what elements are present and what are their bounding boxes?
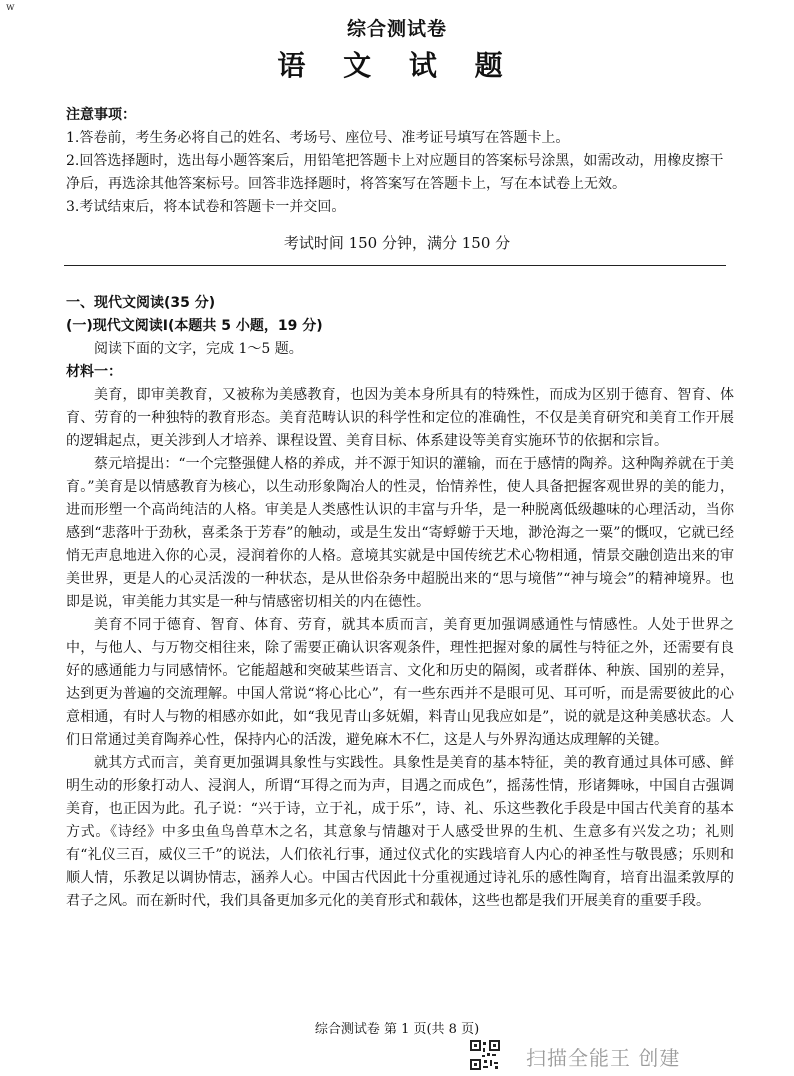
exam-title: 综合测试卷 [346, 18, 447, 40]
notice-item: 3.考试结束后，将本试卷和答题卡一并交回。 [66, 199, 346, 215]
material-label: 材料一： [66, 364, 122, 380]
notice-item: 2.回答选择题时，选出每小题答案后，用铅笔把答题卡上对应题目的答案标号涂黑，如需改动，用橡皮擦干净后，再选涂其他答案标号。回答非选择题时，将答案写在答题卡上，写在本试卷上无效。 [66, 153, 724, 192]
notice-heading: 注意事项： [66, 107, 136, 123]
section-instruction: 阅读下面的文字，完成 1～5 题。 [94, 341, 303, 357]
passage-paragraph: 美育，即审美教育，又被称为美感教育，也因为美本身所具有的特殊性，而成为区别于德育、智育、体育、劳育的一种独特的教育形态。美育范畴认识的科学性和定位的准确性，不仅是美育研究和美育工作开展的逻辑起点，更关涉到人才培养、课程设置、美育目标、体系建设等美育实施环节的依据和宗旨。 [66, 387, 734, 449]
corner-mark: w [6, 2, 15, 13]
notice-block [66, 104, 732, 219]
section-title: 一、现代文阅读(35 分) [66, 295, 216, 311]
section-subtitle: (一)现代文阅读Ⅰ(本题共 5 小题，19 分) [66, 318, 323, 334]
notice-item: 1.答卷前，考生务必将自己的姓名、考场号、座位号、准考证号填写在答题卡上。 [66, 130, 570, 146]
qr-code-icon [470, 1040, 500, 1070]
page-footer: 综合测试卷 第 1 页(共 8 页) [314, 1022, 480, 1037]
passage-paragraph: 就其方式而言，美育更加强调具象性与实践性。具象性是美育的基本特征，美的教育通过具体可感、鲜明生动的形象打动人、浸润人，所谓“耳得之而为声，目遇之而成色”，摇荡性情，形诸舞咏，中国自古强调美育，也正因为此。孔子说：“兴于诗，立于礼，成于乐”，诗、礼、乐这些教化手段是中国古代美育的基本方式。《诗经》中多虫鱼鸟兽草木之名，其意象与情趣对于人感受世界的生机、生意多有兴发之功；礼则有“礼仪三百，威仪三千”的说法，人们依礼行事，通过仪式化的实践培育人内心的神圣性与敬畏感；乐则和顺人情，乐教足以调协情志，涵养人心。中国古代因此十分重视通过诗礼乐的感性陶育，培育出温柔敦厚的君子之风。而在新时代，我们具备更加多元化的美育形式和载体，这些也都是我们开展美育的重要手段。 [66, 755, 734, 909]
exam-time-info: 考试时间 150 分钟，满分 150 分 [283, 234, 511, 252]
scanner-watermark [470, 1040, 770, 1070]
watermark-text: 扫描全能王 创建 [526, 1046, 681, 1070]
passage-paragraph: 蔡元培提出：“一个完整强健人格的养成，并不源于知识的灌输，而在于感情的陶养。这种陶养就在于美育。”美育是以情感教育为核心，以生动形象陶冶人的性灵，怡情养性，使人具备把握客观世界的美的能力，进而形塑一个高尚纯洁的人格。审美是人类感性认识的丰富与升华，是一种脱离低级趣味的心理活动，当你感到“悲落叶于劲秋，喜柔条于芳春”的触动，或是生发出“寄蜉蝣于天地，渺沧海之一粟”的慨叹，它就已经悄无声息地进入你的心灵，浸润着你的人格。意境其实就是中国传统艺术心物相通，情景交融创造出来的审美世界，更是人的心灵活泼的一种状态，是从世俗杂务中超脱出来的“思与境偕”“神与境会”的精神境界。也即是说，审美能力其实是一种与情感密切相关的内在德性。 [66, 456, 734, 610]
subject-title: 语 文 试 题 [277, 49, 517, 82]
passage-paragraph: 美育不同于德育、智育、体育、劳育，就其本质而言，美育更加强调感通性与情感性。人处于世界之中，与他人、与万物交相往来，除了需要正确认识客观条件，理性把握对象的属性与特征之外，还需要有良好的感通能力与同感情怀。它能超越和突破某些语言、文化和历史的隔阂，或者群体、种族、国别的差异，达到更为普遍的交流理解。中国人常说“将心比心”，有一些东西并不是眼可见、耳可听，而是需要彼此的心意相通，有时人与物的相感亦如此，如“我见青山多妩媚，料青山见我应如是”，说的就是这种美感状态。人们日常通过美育陶养心性，保持内心的活泼，避免麻木不仁，这是人与外界沟通达成理解的关键。 [66, 617, 734, 748]
reading-section [66, 292, 734, 913]
divider-line [64, 265, 726, 266]
